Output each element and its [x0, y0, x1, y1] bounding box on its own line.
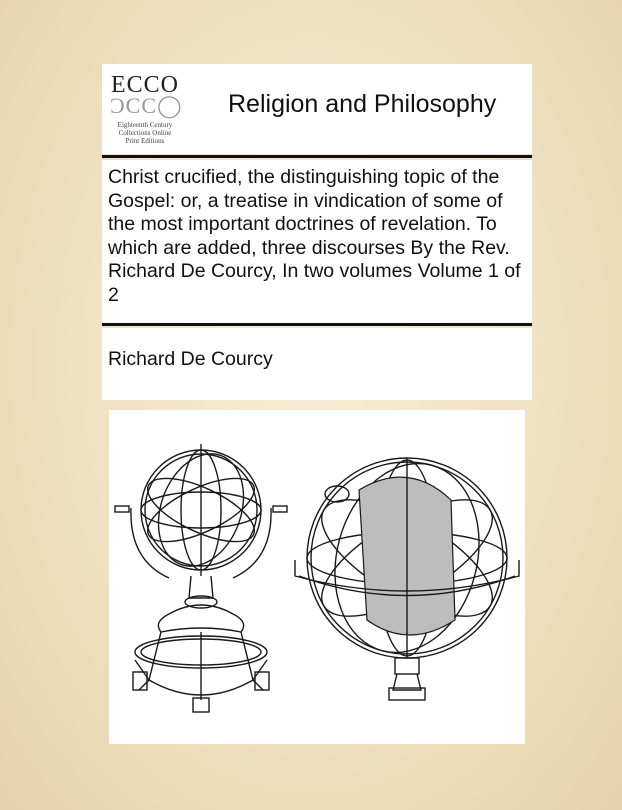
- series-header: [102, 64, 532, 154]
- logo-subtitle-line: Collections Online: [118, 129, 172, 137]
- logo-mark-text: ECCO: [110, 72, 179, 98]
- illustration: [109, 410, 525, 744]
- engraving-illustration: [109, 410, 525, 744]
- logo-subtitle-line: Print Editions: [125, 137, 165, 145]
- logo-subtitle-line: Eighteenth Century: [117, 121, 173, 129]
- ecco-logo: [110, 70, 183, 150]
- series-title: Religion and Philosophy: [228, 90, 497, 118]
- divider: [102, 155, 532, 158]
- ecco-logo-mark: ECCO ƆCC◯: [110, 72, 183, 118]
- book-title: Christ crucified, the distinguishing topic of the Gospel: or, a treatise in vindication of some of the most important doctrines of revelation. To which are added, three discourses By the Rev. Richard De Courcy, In two volumes Volume 1 of 2: [108, 166, 521, 306]
- divider: [102, 323, 532, 326]
- armillary-sphere-left-icon: [115, 442, 287, 712]
- title-block: [102, 160, 532, 324]
- ecco-logo-subtitle: [110, 121, 180, 145]
- armillary-sphere-right-icon: [295, 447, 519, 700]
- author-block: [102, 328, 532, 400]
- book-author: Richard De Courcy: [108, 348, 273, 370]
